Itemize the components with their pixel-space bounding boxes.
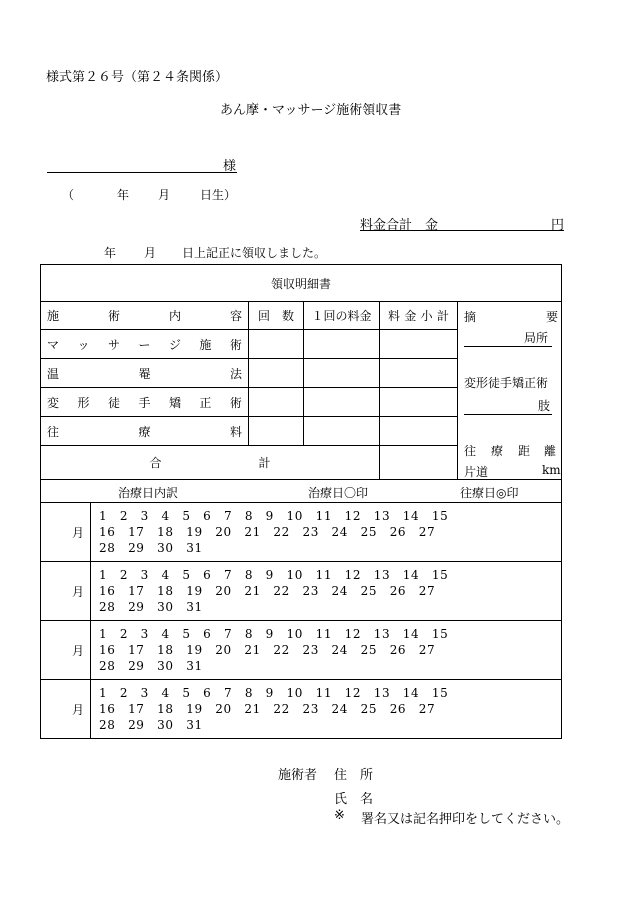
document-title: あん摩・マッサージ施術領収書 xyxy=(220,103,402,118)
days-line-1: 1 2 3 4 5 6 7 8 9 10 11 12 13 14 15 xyxy=(99,686,449,700)
day-grid[interactable] xyxy=(91,562,562,621)
distance-char-3: 距 xyxy=(518,444,531,458)
recipient-honorific: 様 xyxy=(223,159,237,174)
total-unit: 円 xyxy=(551,218,565,233)
days-line-2: 16 17 18 19 20 21 22 23 24 25 26 27 xyxy=(99,584,436,598)
days-line-2: 16 17 18 19 20 21 22 23 24 25 26 27 xyxy=(99,525,436,539)
birth-open: （ xyxy=(62,188,75,202)
birth-year-label: 年 xyxy=(117,188,130,202)
row-massage: マ ッ サ ー ジ 施 術 xyxy=(41,330,249,359)
address-label: 住 所 xyxy=(334,768,374,783)
days-line-1: 1 2 3 4 5 6 7 8 9 10 11 12 13 14 15 xyxy=(99,568,449,582)
row-visit-fee: 往 療 料 xyxy=(41,417,249,446)
warm-compress-subtotal[interactable] xyxy=(380,359,458,388)
total-row-label xyxy=(41,446,380,480)
days-line-3: 28 29 30 31 xyxy=(99,541,203,555)
header-unit-fee: １回の料金 xyxy=(304,302,380,330)
days-line-2: 16 17 18 19 20 21 22 23 24 25 26 27 xyxy=(99,702,436,716)
km-label: km xyxy=(542,463,561,477)
practitioner-label: 施術者 xyxy=(278,768,318,783)
warm-compress-unit-fee[interactable] xyxy=(304,359,380,388)
month-row xyxy=(41,562,562,621)
legend-visit-mark: 往療日◎印 xyxy=(460,486,519,500)
correction-count[interactable] xyxy=(249,388,304,417)
receipt-statement: 日上記正に領収しました。 xyxy=(182,246,327,260)
total-char-1: 合 xyxy=(149,456,162,470)
legend-breakdown: 治療日内訳 xyxy=(118,486,179,500)
header-count: 回 数 xyxy=(249,302,304,330)
day-grid[interactable] xyxy=(91,621,562,680)
row-correction: 変 形 徒 手 矯 正 術 xyxy=(41,388,249,417)
header-content-text: 施 術 内 容 xyxy=(47,309,242,323)
schedule-legend xyxy=(41,480,562,503)
correction-unit-fee[interactable] xyxy=(304,388,380,417)
grand-total-value[interactable] xyxy=(380,446,458,480)
signature-note: 署名又は記名押印をしてください。 xyxy=(361,812,570,827)
receipt-year-label: 年 xyxy=(104,246,117,260)
birth-day-label: 日生） xyxy=(200,188,237,202)
bureau-label: 局所 xyxy=(524,331,549,345)
month-row xyxy=(41,503,562,562)
correction-subtotal[interactable] xyxy=(380,388,458,417)
month-label[interactable]: 月 xyxy=(41,562,91,621)
days-line-3: 28 29 30 31 xyxy=(99,718,203,732)
name-label: 氏 名 xyxy=(334,792,374,807)
birth-month-label: 月 xyxy=(158,188,171,202)
day-grid[interactable] xyxy=(91,680,562,739)
recipient-name-field[interactable] xyxy=(47,157,237,173)
detail-title: 領収明細書 xyxy=(41,265,562,302)
remarks-cell[interactable] xyxy=(458,302,562,480)
massage-count[interactable] xyxy=(249,330,304,359)
days-line-3: 28 29 30 31 xyxy=(99,659,203,673)
one-way-label: 片道 xyxy=(464,465,489,479)
month-row xyxy=(41,621,562,680)
month-label[interactable]: 月 xyxy=(41,621,91,680)
receipt-detail-table xyxy=(40,264,562,739)
distance-char-1: 往 xyxy=(464,444,477,458)
days-line-1: 1 2 3 4 5 6 7 8 9 10 11 12 13 14 15 xyxy=(99,627,449,641)
correction-label: 変形徒手矯正術 xyxy=(464,376,549,390)
month-label[interactable]: 月 xyxy=(41,503,91,562)
days-line-3: 28 29 30 31 xyxy=(99,600,203,614)
massage-subtotal[interactable] xyxy=(380,330,458,359)
limb-label: 肢 xyxy=(538,399,551,413)
header-content xyxy=(41,302,249,330)
month-label[interactable]: 月 xyxy=(41,680,91,739)
month-row xyxy=(41,680,562,739)
total-char-2: 計 xyxy=(258,456,271,470)
form-number: 様式第２６号（第２４条関係） xyxy=(46,70,229,85)
header-subtotal: 料 金 小 計 xyxy=(380,302,458,330)
visit-fee-count[interactable] xyxy=(249,417,304,446)
total-label: 料金合計 金 xyxy=(360,218,439,233)
row-warm-compress: 温 罨 法 xyxy=(41,359,249,388)
legend-treat-mark: 治療日〇印 xyxy=(308,486,369,500)
receipt-month-label: 月 xyxy=(144,246,157,260)
days-line-2: 16 17 18 19 20 21 22 23 24 25 26 27 xyxy=(99,643,436,657)
warm-compress-count[interactable] xyxy=(249,359,304,388)
day-grid[interactable] xyxy=(91,503,562,562)
visit-fee-subtotal[interactable] xyxy=(380,417,458,446)
remarks-label-1: 摘 xyxy=(464,310,477,324)
note-mark: ※ xyxy=(334,808,345,823)
distance-char-4: 離 xyxy=(544,444,557,458)
days-line-1: 1 2 3 4 5 6 7 8 9 10 11 12 13 14 15 xyxy=(99,509,449,523)
distance-char-2: 療 xyxy=(491,444,504,458)
remarks-label-2: 要 xyxy=(546,310,559,324)
massage-unit-fee[interactable] xyxy=(304,330,380,359)
visit-fee-unit-fee[interactable] xyxy=(304,417,380,446)
